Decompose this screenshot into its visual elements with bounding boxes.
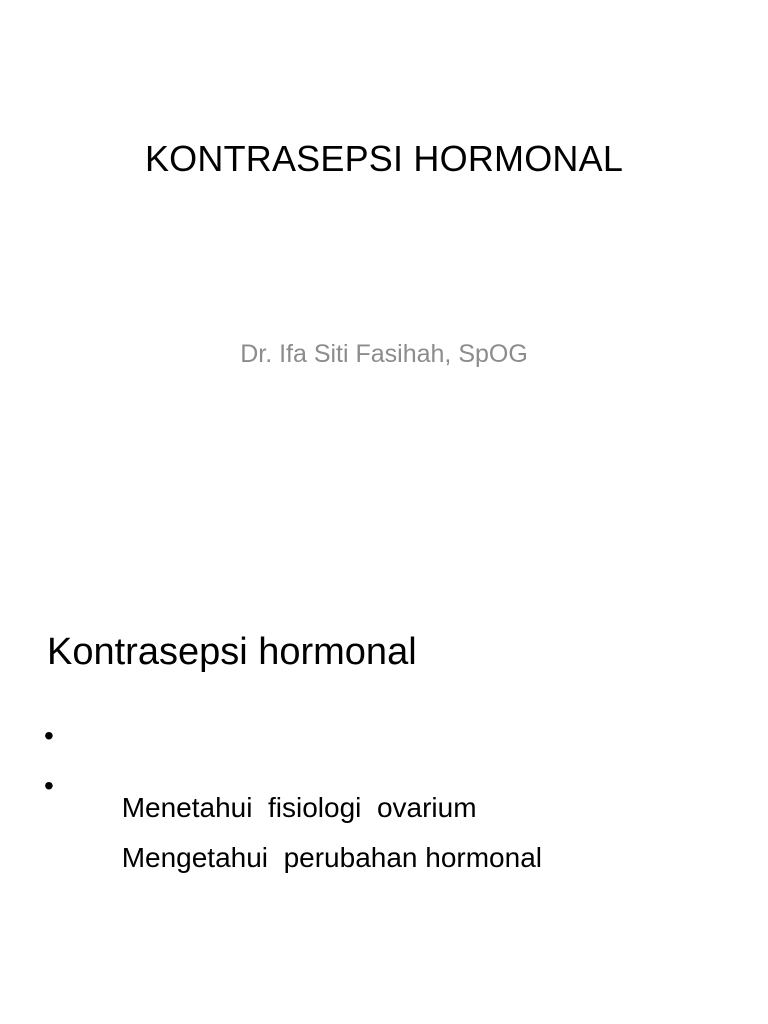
bullet-text: Mengetahui perubahan hormonal xyxy=(121,842,542,873)
bullet-item xyxy=(44,718,542,823)
bullet-text: Menetahui fisiologi ovarium xyxy=(121,792,477,823)
bullet-icon: • xyxy=(44,770,54,801)
bullet-icon: • xyxy=(44,720,54,751)
slide-subtitle-author: Dr. Ifa Siti Fasihah, SpOG xyxy=(240,340,528,368)
content-slide-heading: Kontrasepsi hormonal xyxy=(47,631,417,673)
slide-title: KONTRASEPSI HORMONAL xyxy=(144,138,624,179)
content-slide xyxy=(0,512,768,1024)
bullet-list xyxy=(44,718,542,873)
